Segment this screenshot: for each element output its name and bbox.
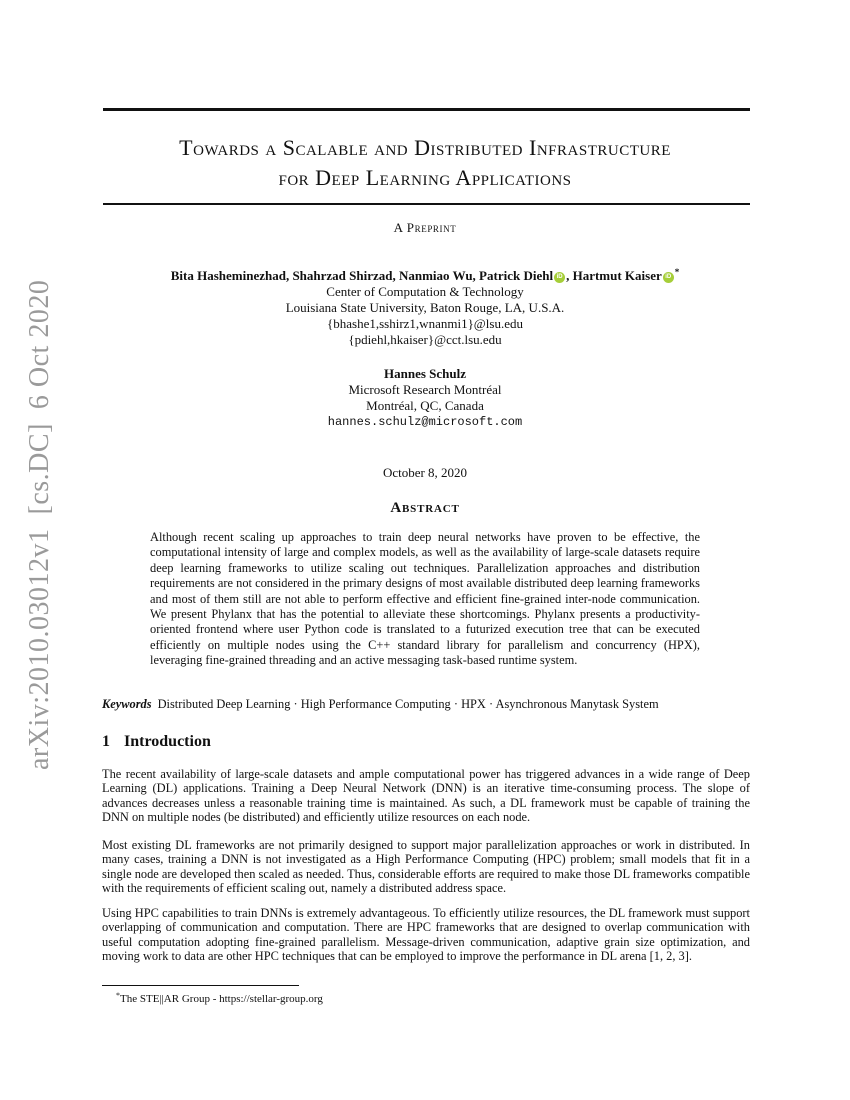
affiliation-line: Louisiana State University, Baton Rouge, LA, U.S.A. xyxy=(285,300,565,315)
author-email[interactable]: hannes.schulz@microsoft.com xyxy=(327,415,523,429)
affiliation-line: Montréal, QC, Canada xyxy=(366,398,484,413)
section-number: 1 xyxy=(102,733,110,750)
author-email[interactable]: {pdiehl,hkaiser}@cct.lsu.edu xyxy=(348,332,502,347)
affiliation-line: Microsoft Research Montréal xyxy=(348,382,502,397)
title-top-rule xyxy=(103,108,750,111)
author-names-main: Bita Hasheminezhad, Shahrzad Shirzad, Nanmiao Wu, Patrick Diehl xyxy=(170,268,554,283)
keywords-text: Distributed Deep Learning · High Performance Computing · HPX · Asynchronous Manytask System xyxy=(157,697,659,711)
orcid-icon[interactable]: iD xyxy=(663,272,674,283)
section-title: Introduction xyxy=(124,733,211,750)
footnote-mark: * xyxy=(116,991,120,1000)
title-line-1: Towards a Scalable and Distributed Infrastructure xyxy=(179,135,671,160)
section-heading xyxy=(102,733,211,751)
keywords xyxy=(102,697,752,712)
author-footnote-mark: * xyxy=(674,267,680,277)
paper-title xyxy=(60,133,790,193)
title-line-2: for Deep Learning Applications xyxy=(278,165,572,190)
author-block-2 xyxy=(0,366,850,430)
second-author-name: Hannes Schulz xyxy=(384,366,466,381)
keywords-label: Keywords xyxy=(102,697,152,711)
arxiv-id[interactable]: arXiv:2010.03012v1 xyxy=(24,528,55,770)
preprint-label: A Preprint xyxy=(393,220,457,235)
title-bottom-rule xyxy=(103,203,750,205)
author-block-1 xyxy=(0,264,850,348)
author-names-last: , Hartmut Kaiser xyxy=(566,268,662,283)
footnote-rule xyxy=(102,985,299,986)
paper-date: October 8, 2020 xyxy=(382,465,468,480)
author-email[interactable]: {bhashe1,sshirz1,wnanmi1}@lsu.edu xyxy=(327,316,523,331)
footnote-text[interactable]: The STE||AR Group - https://stellar-group.org xyxy=(120,993,323,1005)
abstract-heading: Abstract xyxy=(390,500,460,516)
arxiv-date: 6 Oct 2020 xyxy=(24,279,55,410)
author-names xyxy=(0,264,850,284)
paragraph: Most existing DL frameworks are not primarily designed to support major parallelization approaches or work in distributed. In many cases, training a DNN is not investigated as a High Performance Computing (HPC) problem; small models that fit in a single node are developed then scaled as needed. Thus, considerable efforts are required to make those DL frameworks compatible with the requirements of efficient scaling out, namely a distributed address space. xyxy=(102,838,750,896)
arxiv-stamp xyxy=(24,279,56,770)
abstract-text: Although recent scaling up approaches to train deep neural networks have proven to be effective, the computational intensity of large and complex models, as well as the availability of large-scale datasets require deep learning frameworks to utilize scaling out techniques. Parallelization approaches and distribution requirements are not considered in the primary designs of most available distributed deep learning frameworks and most of them still are not able to perform effective and efficient fine-grained inter-node communication. We present Phylanx that has the potential to alleviate these shortcomings. Phylanx presents a productivity-oriented frontend where user Python code is translated to a futurized execution tree that can be executed efficiently on multiple nodes using the C++ standard library for parallelism and concurrency (HPX), leveraging fine-grained threading and an active messaging task-based runtime system. xyxy=(150,530,700,668)
paragraph: The recent availability of large-scale datasets and ample computational power has triggered advances in a wide range of Deep Learning (DL) applications. Training a Deep Neural Network (DNN) is an iterative time-consuming process. The slope of advances decreases unless a reasonable training time is maintained. As such, a DL framework must be capable of training the DNN on multiple nodes (be distributed) and efficiently utilize resources on each node. xyxy=(102,767,750,825)
footnote xyxy=(116,989,323,1006)
arxiv-category: [cs.DC] xyxy=(24,423,55,515)
paragraph: Using HPC capabilities to train DNNs is extremely advantageous. To efficiently utilize resources, the DL framework must support overlapping of communication and computation. There are HPC frameworks that are designed to overlap communication with useful computation adopting fine-grained parallelism. Message-driven communication, adaptive grain size optimization, and moving work to data are other HPC techniques that can be employed to improve the performance in DL arena [1, 2, 3]. xyxy=(102,906,750,964)
orcid-icon[interactable]: iD xyxy=(554,272,565,283)
affiliation-line: Center of Computation & Technology xyxy=(326,284,524,299)
